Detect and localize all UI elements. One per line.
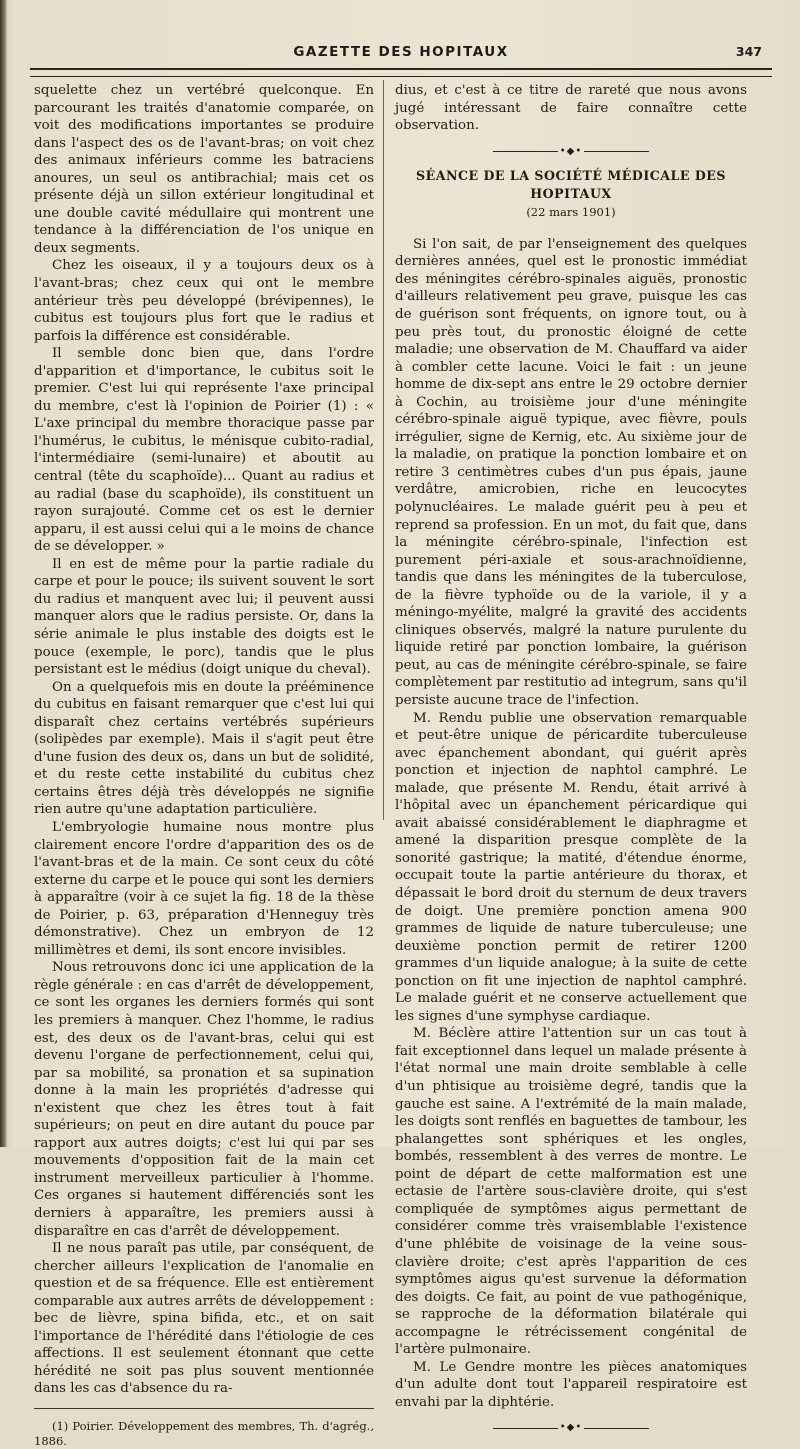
paragraph: Il en est de même pour la partie radiale du carpe et pour le pouce; ils suivent souvent le sort du radius et manquent avec lui; il peuvent aussi manquer alors que le radius persiste. Or, dans la série animale le plus instable des doigts est le pouce (exemple, le porc), tandis que le plus persistant est le médius (doigt unique du cheval). bbox=[34, 556, 374, 678]
paragraph: dius, et c'est à ce titre de rareté que nous avons jugé intéressant de faire connaître cette observation. bbox=[395, 83, 747, 134]
paragraph: Il ne nous paraît pas utile, par conséquent, de chercher ailleurs l'explication de l'anomalie en question et de sa fréquence. Elle est entièrement comparable aux autres arrêts de développement : bec de lièvre, spina bifida, etc., et on sait l'importance de l'hérédité dans l'étiologie de ces affections. Il est seulement étonnant que cette hérédité ne soit pas plus souvent mentionnée dans les cas d'absence du ra- bbox=[34, 1241, 374, 1397]
paragraph: squelette chez un vertébré quelconque. En parcourant les traités d'anatomie comparée, on voit des modifications importantes se produire dans l'aspect des os de l'avant-bras; on voit chez des animaux inférieurs comme les batraciens anoures, un seul os antibrachial; mais cet os présente déjà un sillon extérieur longitudinal et une double cavité médullaire qui montrent une tendance à la différenciation de l'os unique en deux segments. bbox=[34, 83, 374, 256]
journal-title: GAZETTE DES HOPITAUX bbox=[293, 44, 509, 60]
right-column bbox=[395, 82, 747, 1444]
left-column bbox=[34, 82, 374, 1449]
paragraph: Il semble donc bien que, dans l'ordre d'apparition et d'importance, le cubitus soit le premier. C'est lui qui représente l'axe principal du membre, c'est là l'opinion de Poirier (1) : « L'axe principal du membre thoracique passe par l'humérus, le cubitus, le ménisque cubito-radial, l'intermédiaire (semi-lunaire) et aboutit au central (tête du scaphoïde)... Quant au radius et au radial (base du scaphoïde), ils constituent un rayon surajouté. Comme cet os est le dernier apparu, il est aussi celui qui a le moins de chance de se développer. » bbox=[34, 346, 374, 555]
section-date: (22 mars 1901) bbox=[526, 205, 616, 220]
paragraph: M. Béclère attire l'attention sur un cas tout à fait exceptionnel dans lequel un malade présente à l'état normal une main droite semblable à celle d'un phtisique au troisième degré, tandis que la gauche est saine. A l'extrémité de la main malade, les doigts sont renflés en baguettes de tambour, les phalangettes sont sphériques et les ongles, bombés, ressemblent à des verres de montre. Le point de départ de cette malformation est une ectasie de l'artère sous-clavière droite, qui s'est compliquée de symptômes aigus permettant de considérer comme très vraisemblable l'existence d'une phlébite de voisinage de la veine sous-clavière droite; c'est après l'apparition de ces symptômes aigus qu'est survenue la déformation des doigts. Ce fait, au point de vue pathogénique, se rapproche de la déformation bilatérale qui accompagne le rétrécissement congénital de l'artère pulmonaire. bbox=[395, 1026, 747, 1358]
footnote-rule bbox=[34, 1408, 374, 1409]
paragraph: L'embryologie humaine nous montre plus clairement encore l'ordre d'apparition des os de l'avant-bras et de la main. Ce sont ceux du côté externe du carpe et le pouce qui sont les derniers à apparaître (voir à ce sujet la fig. 18 de la thèse de Poirier, p. 63, préparation d'Henneguy très démonstrative). Chez un embryon de 12 millimètres et demi, ils sont encore invisibles. bbox=[34, 819, 374, 958]
page-number: 347 bbox=[735, 44, 762, 59]
column-divider bbox=[383, 80, 384, 820]
section-title: SÉANCE DE LA SOCIÉTÉ MÉDICALE DES HOPITAUX bbox=[416, 168, 726, 201]
paragraph: Si l'on sait, de par l'enseignement des quelques dernières années, quel est le pronostic immédiat des méningites cérébro-spinales aiguës, pronostic d'ailleurs relativement peu grave, puisque les cas de guérison sont fréquents, on ignore tout, ou à peu près tout, du pronostic éloigné de cette maladie; une observation de M. Chauffard va aider à combler cette lacune. Voici le fait : un jeune homme de dix-sept ans entre le 29 octobre dernier à Cochin, au troisième jour d'une méningite cérébro-spinale aiguë typique, avec fièvre, pouls irrégulier, signe de Kernig, etc. Au sixième jour de la maladie, on pratique la ponction lombaire et on retire 3 centimètres cubes d'un pus épais, jaune verdâtre, amicrobien, riche en leucocytes polynucléaires. Le malade guérit peu à peu et reprend sa profession. En un mot, du fait que, dans la méningite cérébro-spinale, l'infection est purement péri-axiale et sous-arachnoïdienne, tandis que dans les méningites de la tuberculose, de la fièvre typhoïde ou de la variole, il y a méningo-myélite, malgré la gravité des accidents cliniques observés, malgré la nature purulente du liquide retiré par ponction lombaire, la guérison peut, au cas de méningite cérébro-spinale, se faire complètement par restitutio ad integrum, sans qu'il persiste aucune trace de l'infection. bbox=[395, 236, 747, 708]
paragraph: M. Le Gendre montre les pièces anatomiques d'un adulte dont tout l'appareil respiratoire est envahi par la diphtérie. bbox=[395, 1359, 747, 1410]
paragraph: Nous retrouvons donc ici une application de la règle générale : en cas d'arrêt de développement, ce sont les organes les derniers formés qui sont les premiers à manquer. Chez l'homme, le radius est, des deux os de l'avant-bras, celui qui est devenu l'organe de perfectionnement, celui qui, par sa mobilité, sa pronation et sa supination donne à la main les propriétés d'adresse qui n'existent que chez les êtres tout à fait supérieurs; on peut en dire autant du pouce par rapport aux autres doigts; c'est lui qui par ses mouvements d'opposition fait de la main cet instrument merveilleux particulier à l'homme. Ces organes si hautement différenciés sont les derniers à apparaître, les premiers aussi à disparaître en cas d'arrêt de développement. bbox=[34, 960, 374, 1239]
paragraph: M. Rendu publie une observation remarquable et peut-être unique de péricardite tuberculeuse avec épanchement abondant, qui guérit après ponction et injection de naphtol camphré. Le malade, que présente M. Rendu, était arrivé à l'hôpital avec un épanchement péricardique qui avait abaissé considérablement le diaphragme et amené la disparition presque complète de la sonorité gastrique; la matité, d'étendue énorme, occupait toute la partie antérieure du thorax, et dépassait le bord droit du sternum de deux travers de doigt. Une première ponction amena 900 grammes de liquide de nature tuberculeuse; une deuxième ponction permit de retirer 1200 grammes d'un liquide analogue; à la suite de cette ponction on fit une injection de naphtol camphré. Le malade guérit et ne conserve actuellement que les signes d'une symphyse cardiaque. bbox=[395, 710, 747, 1024]
section-ornament: •◆• bbox=[395, 147, 747, 158]
binding-edge bbox=[0, 0, 7, 1147]
end-ornament: •◆• bbox=[395, 1423, 747, 1434]
header-rule bbox=[30, 68, 772, 77]
footnote: (1) Poirier. Développement des membres, Th. d'agrég., 1886. bbox=[34, 1419, 374, 1449]
paragraph: Chez les oiseaux, il y a toujours deux os à l'avant-bras; chez ceux qui ont le membre antérieur très peu développé (brévipennes), le cubitus est toujours plus fort que le radius et parfois la différence est considérable. bbox=[34, 258, 374, 344]
page-header bbox=[30, 42, 772, 64]
paragraph: On a quelquefois mis en doute la prééminence du cubitus en faisant remarquer que c'est lui qui disparaît chez certains vertébrés supérieurs (solipèdes par exemple). Mais il s'agit peut être d'une fusion des deux os, dans un but de solidité, et du reste cette instabilité du cubitus chez certains êtres déjà très développés ne signifie rien autre qu'une adaptation particulière. bbox=[34, 679, 374, 818]
